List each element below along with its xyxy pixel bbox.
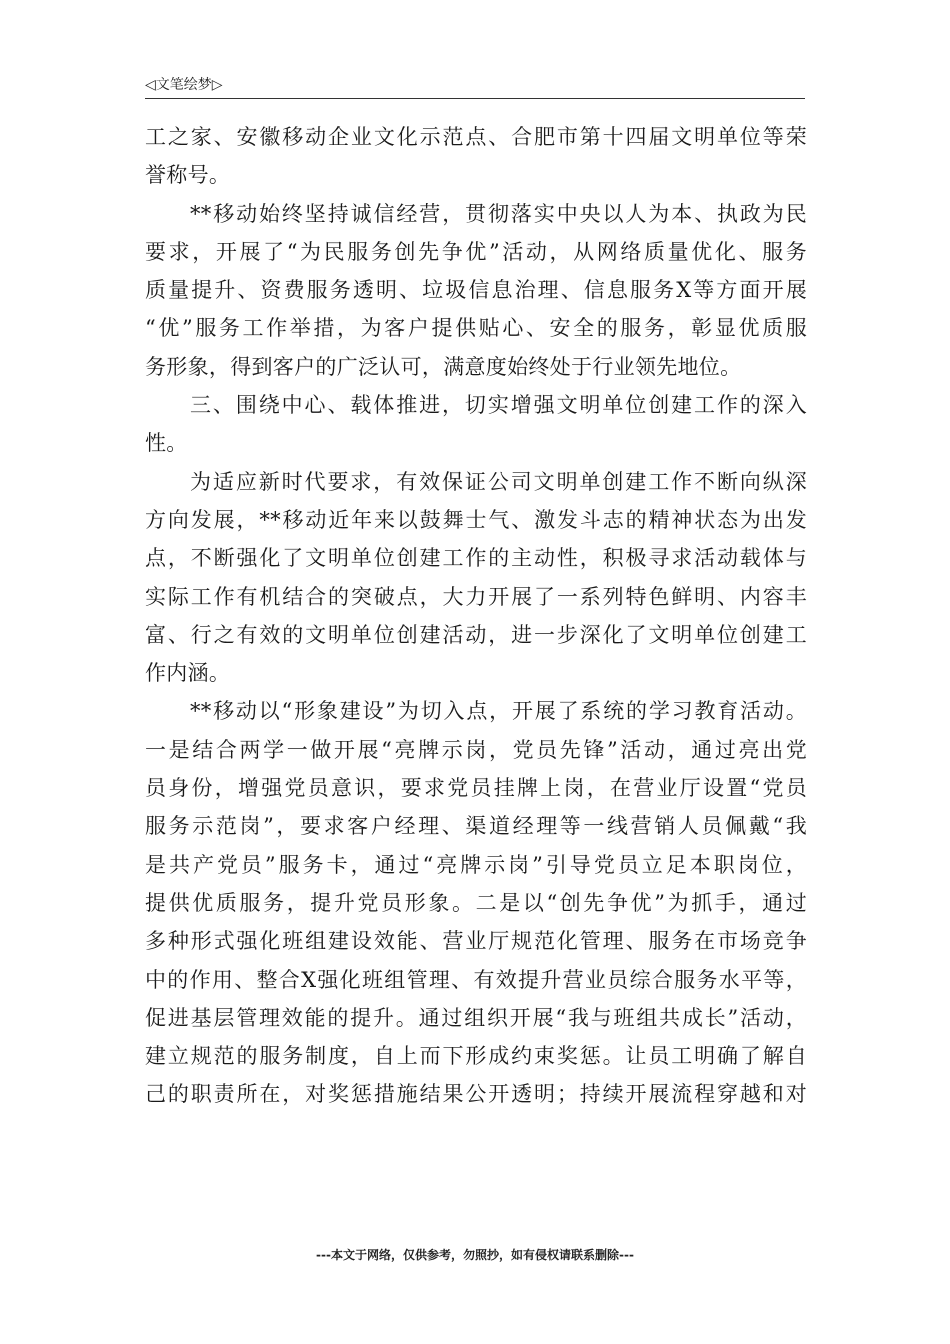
text-line: 提供优质服务，提升党员形象。二是以“创先争优”为抓手，通过	[145, 890, 807, 915]
text-line: 誉称号。	[145, 163, 231, 188]
text-line: 点，不断强化了文明单位创建工作的主动性，积极寻求活动载体与	[145, 546, 807, 571]
text-line: 工之家、安徽移动企业文化示范点、合肥市第十四届文明单位等荣	[145, 125, 807, 149]
text-line: 促进基层管理效能的提升。通过组织开展“我与班组共成长”活动，	[145, 1005, 807, 1030]
text-line: 务形象，得到客户的广泛认可，满意度始终处于行业领先地位。	[145, 354, 742, 379]
text-line: 实际工作有机结合的突破点，大力开展了一系列特色鲜明、内容丰	[145, 584, 807, 609]
text-line: 员身份，增强党员意识，要求党员挂牌上岗，在营业厅设置“党员	[145, 776, 807, 801]
document-body	[145, 118, 807, 1114]
page-header	[145, 72, 805, 99]
text-line: 中的作用、整合X强化班组管理、有效提升营业员综合服务水平等，	[145, 967, 807, 992]
footer-disclaimer: ---本文于网络，仅供参考，勿照抄，如有侵权请联系删除---	[316, 1248, 634, 1262]
text-line: **移动始终坚持诚信经营，贯彻落实中央以人为本、执政为民	[190, 201, 807, 226]
text-line: 一是结合两学一做开展“亮牌示岗，党员先锋”活动，通过亮出党	[145, 737, 807, 762]
text-line: **移动以“形象建设”为切入点，开展了系统的学习教育活动。	[190, 699, 807, 724]
text-line: 方向发展，**移动近年来以鼓舞士气、激发斗志的精神状态为出发	[145, 507, 807, 532]
text-line: 是共产党员”服务卡，通过“亮牌示岗”引导党员立足本职岗位，	[145, 852, 807, 877]
text-line: 质量提升、资费服务透明、垃圾信息治理、信息服务X等方面开展	[145, 278, 807, 303]
text-line: “优”服务工作举措，为客户提供贴心、安全的服务，彰显优质服	[145, 316, 807, 341]
text-line: 性。	[145, 431, 188, 456]
text-line: 多种形式强化班组建设效能、营业厅规范化管理、服务在市场竞争	[145, 929, 807, 954]
text-line: 作内涵。	[145, 661, 231, 686]
header-title: ◁文笔绘梦▷	[145, 77, 223, 93]
text-line: 富、行之有效的文明单位创建活动，进一步深化了文明单位创建工	[145, 622, 807, 647]
text-line: 服务示范岗”，要求客户经理、渠道经理等一线营销人员佩戴“我	[145, 814, 807, 839]
text-line: 三、围绕中心、载体推进，切实增强文明单位创建工作的深入	[190, 393, 807, 418]
text-line: 己的职责所在，对奖惩措施结果公开透明；持续开展流程穿越和对	[145, 1082, 807, 1107]
text-line: 为适应新时代要求，有效保证公司文明单创建工作不断向纵深	[190, 469, 807, 494]
text-line: 要求，开展了“为民服务创先争优”活动，从网络质量优化、服务	[145, 239, 807, 264]
text-line: 建立规范的服务制度，自上而下形成约束奖惩。让员工明确了解自	[145, 1044, 807, 1069]
